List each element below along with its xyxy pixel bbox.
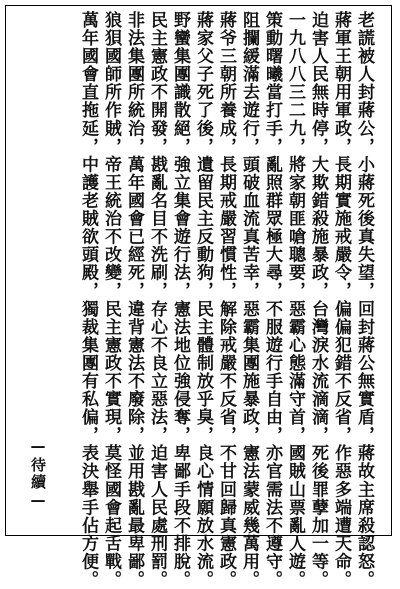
poem-column-4: 一九八八三二九，將家朝匪嗆聰要，惡霸心態滿守首，國賊山票亂人遊。 xyxy=(285,11,305,589)
page-frame xyxy=(5,5,392,589)
poem-text-area xyxy=(78,11,374,589)
poem-column-11: 非法集團所統治，萬年國會已經死，違背憲法不廢除，並用戡亂最卑鄙。 xyxy=(124,11,144,589)
poem-column-3: 迫害人民無時停，大欺錯殺施暴政，台灣淚水流滴滴，死後罪孽加一等。 xyxy=(308,11,328,589)
to-be-continued-mark: —待續— xyxy=(29,437,47,511)
poem-column-7: 蔣爷三朝所養成，長期戒嚴習慣性，解除戒嚴不反省，不甘回歸真憲政。 xyxy=(216,11,236,589)
poem-column-12: 狼狽國師所作賊，帝王統治不改變，民主憲政不實現，莫怪國會起舌戰。 xyxy=(101,11,121,589)
poem-column-8: 蔣家父子死了後，遺留民主反動狗，民主體制放乎臭，良心情願放水流。 xyxy=(193,11,213,589)
poem-column-2: 蔣軍王朝用軍政，長期實施戒嚴令，偏偏犯錯不反省，作惡多端遭天命。 xyxy=(331,11,351,589)
poem-column-13: 萬年國會直拖延，中護老賊欲頭殿，獨裁集團有私偏，表決舉手佔方便。 xyxy=(78,11,98,589)
poem-column-10: 民主憲政不開發，戡亂名目不洗刷，存心不良立惡法，迫害人民處刑罰。 xyxy=(147,11,167,589)
poem-column-9: 野蠻集團識散絕，強立集會遊行法，憲法地位強侵奪，卑鄙手段不排脫。 xyxy=(170,11,190,589)
poem-column-1: 老謊被人封蔣公，小蔣死後真失望，回封蔣公無實盾，蔣故主席殺認怒。 xyxy=(354,11,374,589)
poem-column-5: 策動曙曦當打手，亂照群眾極大尋，不服遊行手自由，亦官需法不遵守。 xyxy=(262,11,282,589)
poem-column-6: 阻攔緩滿去遊行，頭破血流真苦幸，惡霸集團施暴政，憲法蒙威幾萬用。 xyxy=(239,11,259,589)
